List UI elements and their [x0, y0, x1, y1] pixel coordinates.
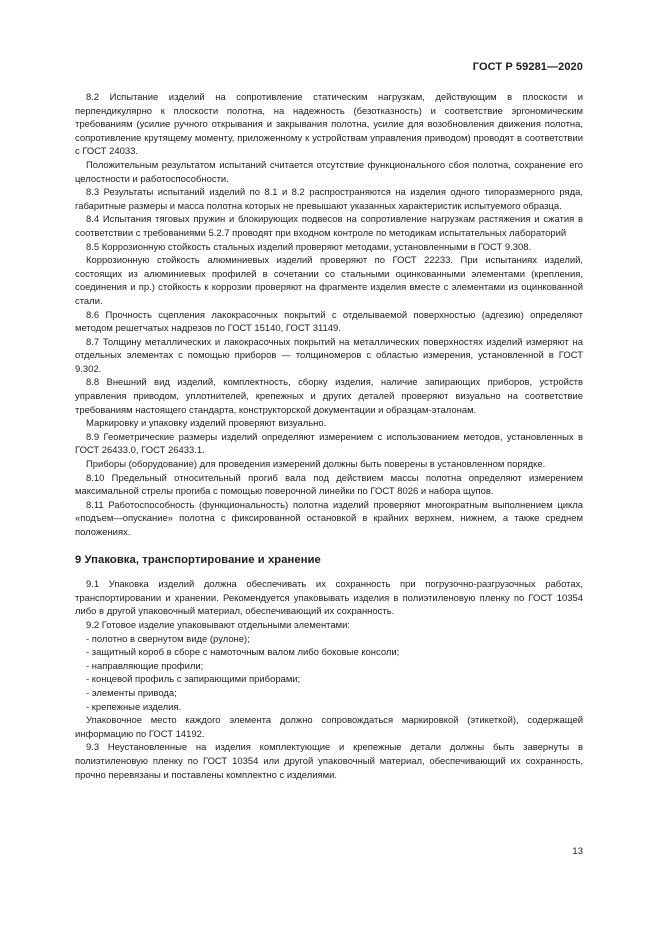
paragraph-9-3: 9.3 Неустановленные на изделия комплектующие и крепежные детали должны быть завернуты в полиэтиленовую пленку по ГОСТ 10354 или другой упаковочный материал, обеспечивающий их сохранность, прочно перевязаны и поставлены комплектно с изделиями. [75, 742, 583, 781]
paragraph-8-8-marking: Маркировку и упаковку изделий проверяют визуально. [86, 418, 327, 430]
paragraph-8-7: 8.7 Толщину металлических и лакокрасочных покрытий на металлических поверхностях изделий измеряют на отдельных элементах с помощью приборов — толщиномеров с областью измерения, установленной в ГОСТ 9.302. [75, 336, 583, 375]
list-item: - полотно в свернутом виде (рулоне); [86, 633, 250, 645]
list-item: - концевой профиль с запирающими приборами; [86, 674, 301, 686]
paragraph-8-9: 8.9 Геометрические размеры изделий определяют измерением с использованием методов, установленных в ГОСТ 26433.0, ГОСТ 26433.1. [75, 431, 583, 457]
document-body [75, 91, 583, 782]
list-item: - направляющие профили; [86, 660, 204, 672]
paragraph-8-6: 8.6 Прочность сцепления лакокрасочных покрытий с отделываемой поверхностью (адгезию) определяют методом решетчатых надрезов по ГОСТ 15140, ГОСТ 31149. [75, 309, 583, 335]
paragraph-8-11: 8.11 Работоспособность (функциональность) полотна изделий проверяют многократным выполнением цикла «подъем—опускание» полотна с фиксированной остановкой в крайних верхнем, нижнем, а также среднем положениях. [75, 499, 583, 538]
list-item: - крепежные изделия. [86, 701, 182, 713]
paragraph-8-9-instruments: Приборы (оборудование) для проведения измерений должны быть поверены в установленном порядке. [86, 459, 546, 471]
paragraph-9-2: 9.2 Готовое изделие упаковывают отдельными элементами: [86, 619, 351, 631]
paragraph-8-5-aluminium: Коррозионную стойкость алюминиевых изделий проверяют по ГОСТ 22233. При испытаниях изделий, состоящих из алюминиевых профилей в сочетании со стальными оцинкованными элементами (крепления, соединения и пр.) стойкость к коррозии проверяют на фрагменте изделия вместе с элементами из оцинкованной стали. [75, 255, 583, 307]
document-header-code: ГОСТ Р 59281—2020 [472, 61, 583, 73]
list-item: - защитный короб в сборе с намоточным валом либо боковые консоли; [86, 647, 400, 659]
paragraph-9-1: 9.1 Упаковка изделий должна обеспечивать их сохранность при погрузочно-разгрузочных работах, транспортировании и хранении. Рекомендуется упаковывать изделия в полиэтиленовую пленку по ГОСТ 10354 либо в другой упаковочный материал, обеспечивающий их сохранность. [75, 579, 583, 618]
paragraph-8-3: 8.3 Результаты испытаний изделий по 8.1 и 8.2 распространяются на изделия одного типоразмерного ряда, габаритные размеры и масса полотна которых не превышают указанных характеристик испытуемого образца. [75, 187, 583, 212]
section-9-heading: 9 Упаковка, транспортирование и хранение [75, 553, 321, 566]
paragraph-8-2-result: Положительным результатом испытаний считается отсутствие функционального сбоя полотна, сохранение его целостности и работоспособности. [75, 159, 583, 185]
paragraph-8-2: 8.2 Испытание изделий на сопротивление статическим нагрузкам, действующим в плоскости и перпендикулярно к плоскости полотна, на надежность (безотказность) и соответствие эргономическим требованиям (усилие ручного открывания и закрывания полотна, усилие для возобновления движения полотна, сопротивление крутящему моменту, приложенному к устройствам управления приводом) проводят в соответствии с ГОСТ 24033. [75, 92, 583, 158]
paragraph-8-8: 8.8 Внешний вид изделий, комплектность, сборку изделия, наличие запирающих приборов, устройств управления приводом, уплотнителей, крепежных и других деталей проверяют визуально на соответствие требованиям настоящего стандарта, конструкторской документации и образцам-эталонам. [75, 377, 583, 416]
paragraph-8-5: 8.5 Коррозионную стойкость стальных изделий проверяют методами, установленными в ГОСТ 9.308. [86, 241, 532, 253]
page-number: 13 [572, 846, 583, 857]
paragraph-8-10: 8.10 Предельный относительный прогиб вала под действием массы полотна определяют измерением максимальной стрелы прогиба с помощью поверочной линейки по ГОСТ 8026 и набора щупов. [75, 472, 583, 498]
list-item: - элементы привода; [86, 687, 177, 699]
paragraph-8-4: 8.4 Испытания тяговых пружин и блокирующих подвесов на сопротивление нагрузкам растяжения и сжатия в соответствии с требованиями 5.2.7 проводят при входном контроле по методикам испытательных лабораторий [75, 214, 583, 239]
paragraph-9-2-marking: Упаковочное место каждого элемента должно сопровождаться маркировкой (этикеткой), содержащей информацию по ГОСТ 14192. [75, 715, 583, 740]
